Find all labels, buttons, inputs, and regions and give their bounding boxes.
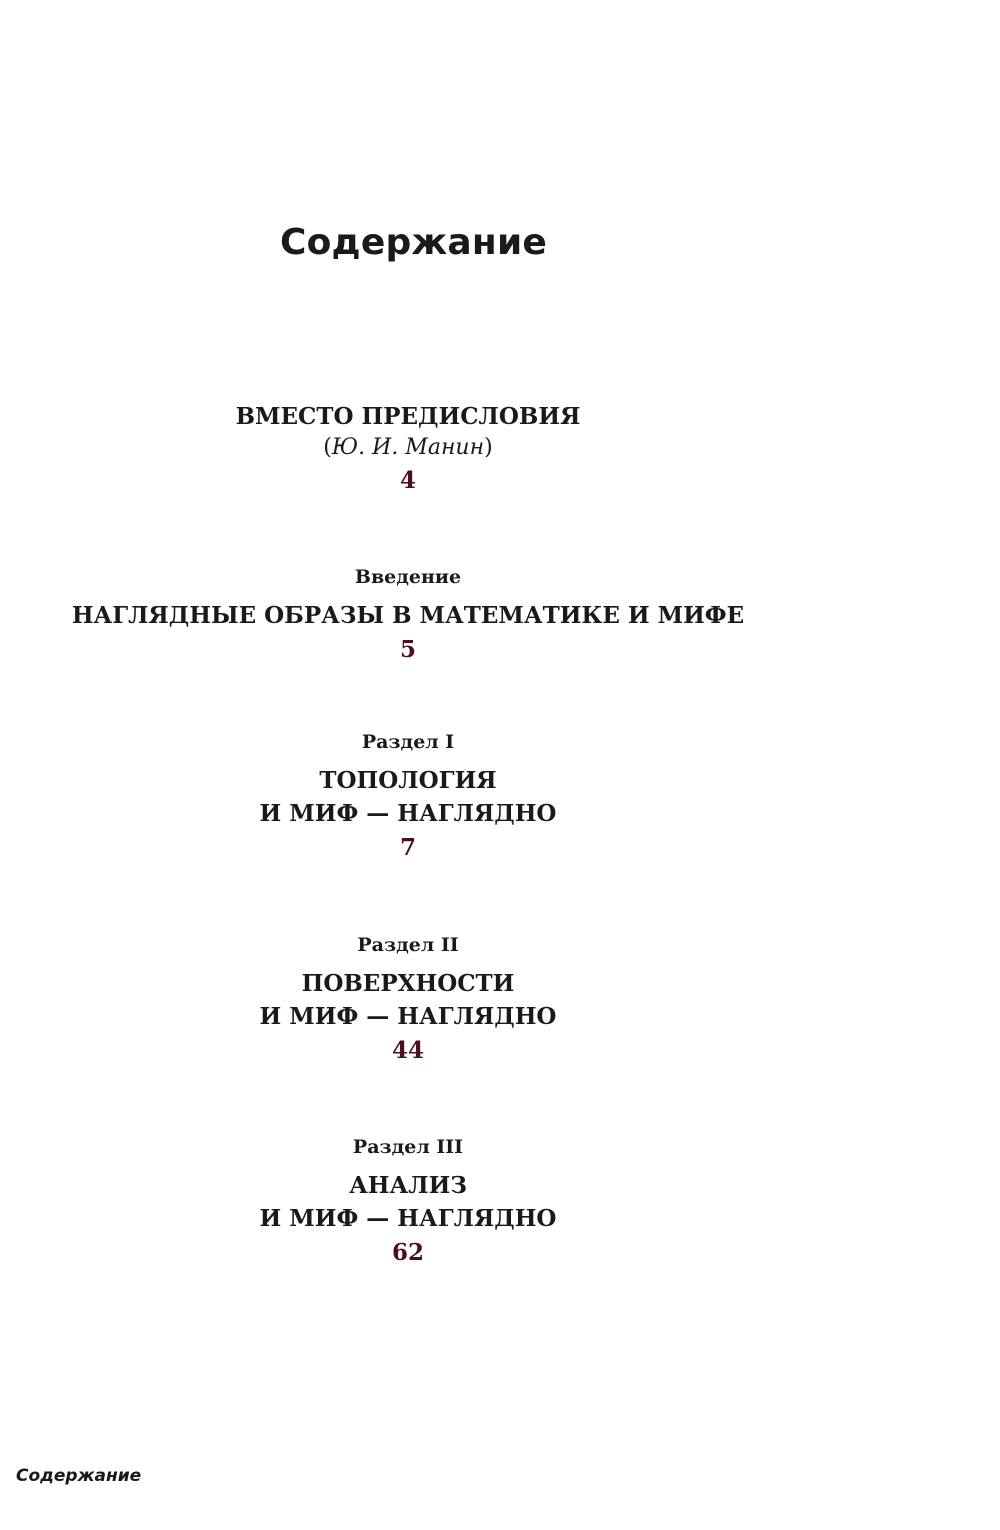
author-open-paren: ( [323, 435, 332, 460]
page-title: Содержание [280, 222, 548, 263]
toc-entry-page-number: 44 [391, 1037, 424, 1064]
toc-entry-kicker: Раздел II [357, 934, 459, 956]
toc-entry-preface[interactable] [0, 400, 816, 499]
toc-entry-heading-line1: ТОПОЛОГИЯ [319, 767, 497, 794]
toc-entry-introduction[interactable] [0, 565, 816, 668]
toc-entry-author [0, 433, 816, 463]
toc-entry-heading-line1: АНАЛИЗ [349, 1172, 467, 1199]
toc-entry-page-number: 7 [399, 834, 416, 861]
toc-entry-heading-line1: ПОВЕРХНОСТИ [301, 970, 515, 997]
toc-entry-kicker: Раздел I [361, 731, 455, 753]
toc-entry-kicker: Введение [354, 566, 462, 588]
author-name: Ю. И. Манин [331, 435, 485, 460]
toc-entry-page-number: 62 [391, 1239, 424, 1266]
author-close-paren: ) [484, 435, 493, 460]
toc-entry-heading-line2: И МИФ — НАГЛЯДНО [259, 1205, 557, 1232]
toc-entry-heading: НАГЛЯДНЫЕ ОБРАЗЫ В МАТЕМАТИКЕ И МИФЕ [71, 602, 745, 629]
toc-entry-heading-line2: И МИФ — НАГЛЯДНО [259, 1003, 557, 1030]
toc-entry-section-2[interactable] [0, 933, 816, 1069]
running-footer: Содержание [16, 1466, 142, 1486]
toc-entry-heading-line2: И МИФ — НАГЛЯДНО [259, 800, 557, 827]
toc-entry-page-number: 5 [399, 636, 416, 663]
toc-entry-heading: ВМЕСТО ПРЕДИСЛОВИЯ [235, 403, 581, 430]
toc-entry-kicker: Раздел III [352, 1136, 464, 1158]
toc-entry-page-number: 4 [399, 467, 416, 494]
toc-entry-section-3[interactable] [0, 1135, 816, 1271]
toc-entry-section-1[interactable] [0, 730, 816, 866]
